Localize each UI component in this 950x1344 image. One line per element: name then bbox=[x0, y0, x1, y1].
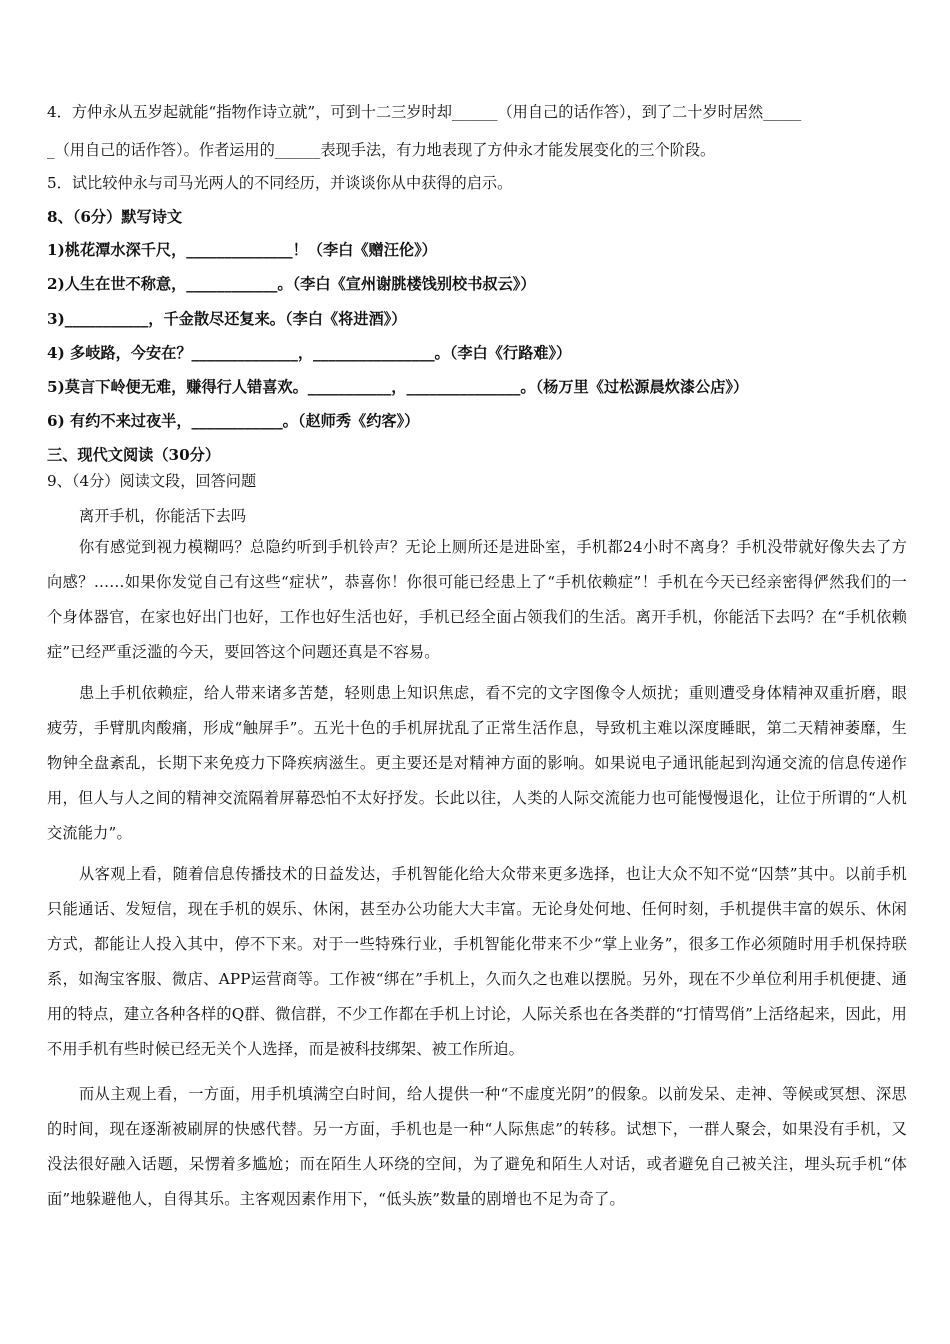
question-5: 5．试比较仲永与司马光两人的不同经历，并谈谈你从中获得的启示。 bbox=[47, 174, 513, 192]
section-3-heading: 三、现代文阅读（30分） bbox=[47, 446, 221, 464]
article-paragraph-3: 从客观上看，随着信息传播技术的日益发达，手机智能化给大众带来更多选择，也让大众不知不觉“囚禁”其中。以前手机只能通话、发短信，现在手机的娱乐、休闲，甚至办公功能大大丰富。无论身处何地、任何时刻，手机提供丰富的娱乐、休闲方式，都能让人投入其中，停不下来。对于一些特殊行业，手机智能化带来不少“掌上业务”，很多工作必须随时用手机保持联系，如淘宝客服、微店、APP运营商等。工作被“绑在”手机上，久而久之也难以摆脱。另外，现在不少单位利用手机便捷、通用的特点，建立各种各样的Q群、微信群，不少工作都在手机上讨论，人际关系也在各类群的“打情骂俏”上活络起来，因此，用不用手机有些时候已经无关个人选择，而是被科技绑架、被工作所迫。 bbox=[47, 865, 907, 1058]
question-4-line-2: _（用自己的话作答）。作者运用的______表现手法，有力地表现了方仲永才能发展变化的三个阶段。 bbox=[47, 141, 716, 159]
section-8-heading: 8、（6分）默写诗文 bbox=[47, 208, 183, 226]
dictation-item-1: 1)桃花潭水深千尺，______________！（李白《赠汪伦》） bbox=[47, 241, 437, 259]
dictation-item-4: 4) 多岐路，今安在？______________，________________。（李白《行路难》） bbox=[47, 344, 572, 362]
question-9: 9、（4分）阅读文段，回答问题 bbox=[47, 472, 257, 490]
question-4-line-1: 4．方仲永从五岁起就能“指物作诗立就”，可到十二三岁时却______（用自己的话作答），到了二十岁时居然_____ bbox=[47, 103, 802, 121]
dictation-item-3: 3)___________，千金散尽还复来。（李白《将进酒》） bbox=[47, 310, 407, 328]
article-paragraph-4: 而从主观上看，一方面，用手机填满空白时间，给人提供一种“不虚度光阴”的假象。以前发呆、走神、等候或冥想、深思的时间，现在逐渐被刷屏的快感代替。另一方面，手机也是一种“人际焦虑”的转移。试想下，一群人聚会，如果没有手机，又没法很好融入话题，呆愣着多尴尬；而在陌生人环绕的空间，为了避免和陌生人对话，或者避免自己被关注，埋头玩手机“体面”地躲避他人，自得其乐。主客观因素作用下，“低头族”数量的剧增也不足为奇了。 bbox=[47, 1085, 907, 1208]
article-title: 离开手机，你能活下去吗 bbox=[79, 507, 247, 525]
article-paragraph-2: 患上手机依赖症，给人带来诸多苦楚，轻则患上知识焦虑，看不完的文字图像令人烦扰；重则遭受身体精神双重折磨，眼疲劳，手臂肌肉酸痛，形成“触屏手”。五光十色的手机屏扰乱了正常生活作息，导致机主难以深度睡眠，第二天精神萎靡，生物钟全盘紊乱，长期下来免疫力下降疾病滋生。更主要还是对精神方面的影响。如果说电子通讯能起到沟通交流的信息传递作用，但人与人之间的精神交流隔着屏幕恐怕不太好抒发。长此以往，人类的人际交流能力也可能慢慢退化，让位于所谓的“人机交流能力”。 bbox=[47, 684, 907, 842]
dictation-item-2: 2)人生在世不称意，____________。（李白《宣州谢朓楼饯别校书叔云》） bbox=[47, 275, 536, 293]
dictation-item-5: 5)莫言下岭便无难，赚得行人错喜欢。___________，_______________。（杨万里《过松源晨炊漆公店》） bbox=[47, 378, 749, 396]
dictation-item-6: 6) 有约不来过夜半，____________。（赵师秀《约客》） bbox=[47, 412, 420, 430]
article-paragraph-1: 你有感觉到视力模糊吗？总隐约听到手机铃声？无论上厕所还是进卧室，手机都24小时不离身？手机没带就好像失去了方向感？……如果你发觉自己有这些“症状”，恭喜你！你很可能已经患上了“手机依赖症”！手机在今天已经亲密得俨然我们的一个身体器官，在家也好出门也好，工作也好生活也好，手机已经全面占领我们的生活。离开手机，你能活下去吗？在“手机依赖症”已经严重泛滥的今天，要回答这个问题还真是不容易。 bbox=[47, 538, 907, 661]
